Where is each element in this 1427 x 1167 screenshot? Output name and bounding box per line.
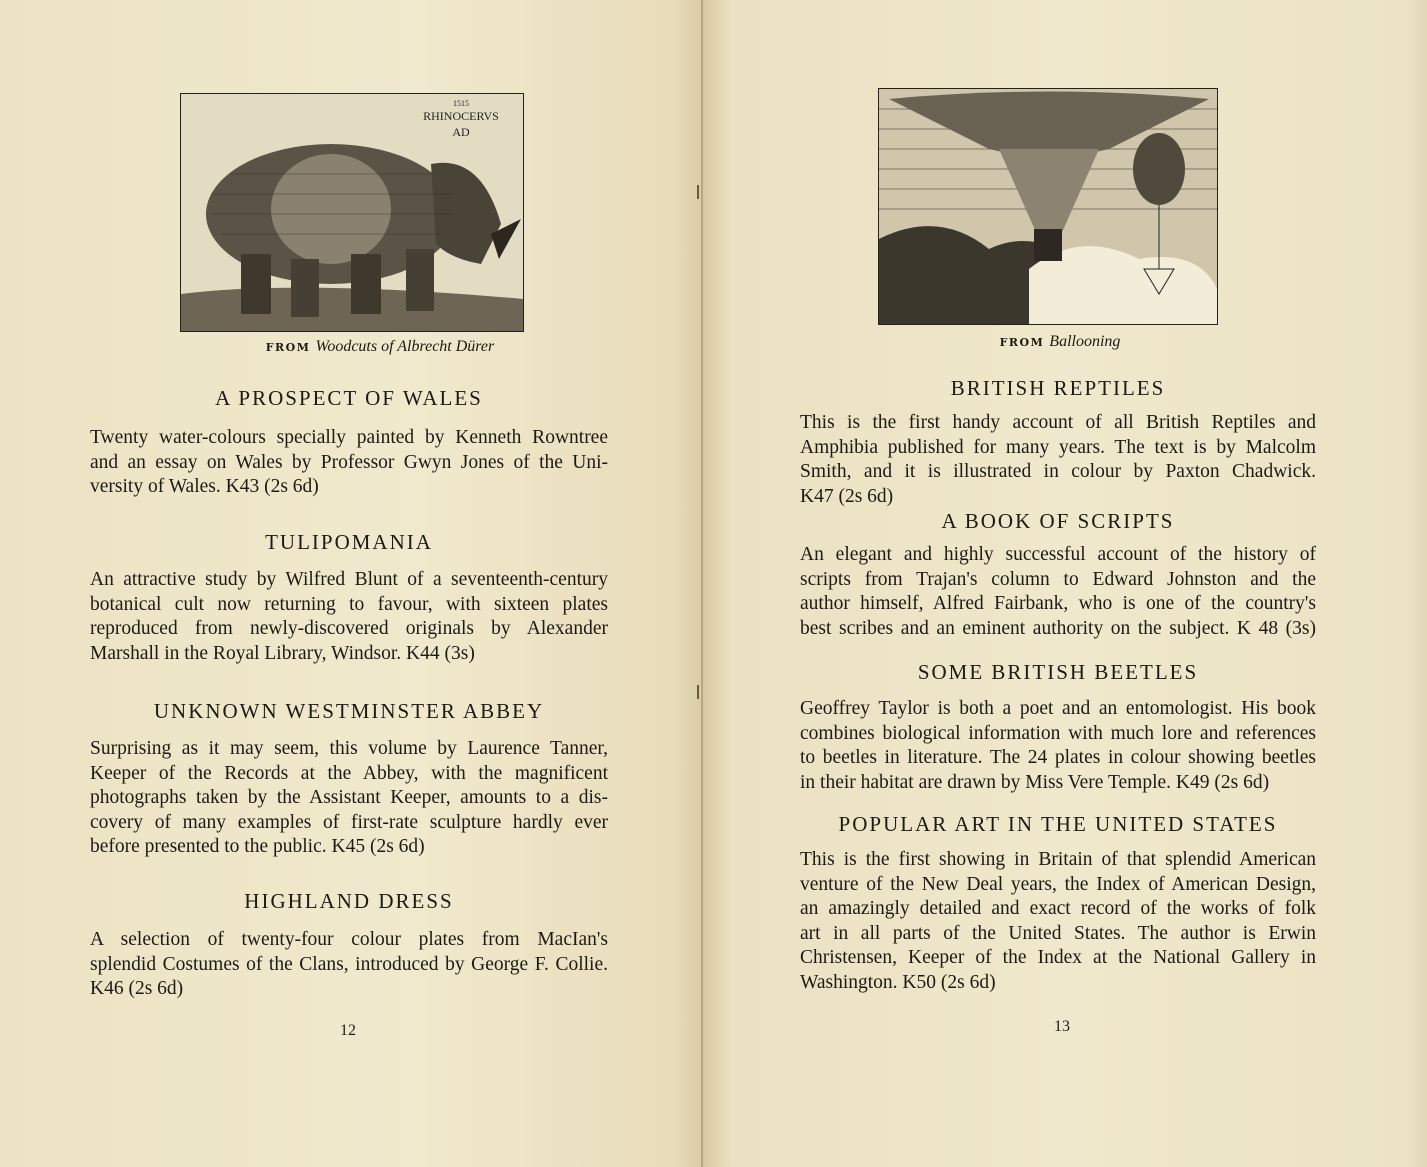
text-line: best scribes and an eminent authority on the subject. K 48 (3s): [800, 617, 1316, 639]
caption-title: Woodcuts of Albrecht Dürer: [315, 338, 495, 355]
text-line: K47 (2s 6d): [800, 485, 894, 507]
text-line: venture of the New Deal years, the Index of American Design,: [800, 873, 1316, 895]
entry-description: [800, 411, 1316, 509]
ballooning-illustration: [878, 88, 1218, 325]
illustration-caption: [860, 333, 1260, 351]
text-line: Geoffrey Taylor is both a poet and an entomologist. His book: [800, 698, 1316, 719]
text-line: before presented to the public. K45 (2s 6d): [90, 836, 425, 858]
text-line: in their habitat are drawn by Miss Vere Temple. K49 (2s 6d): [800, 771, 1270, 793]
text-line: A selection of twenty-four colour plates from MacIan's: [90, 929, 608, 950]
caption-prefix: FROM: [265, 341, 311, 354]
text-line: to beetles in literature. The 24 plates in colour showing beetles: [800, 747, 1316, 769]
text-line: author himself, Alfred Fairbank, who is one of the country's: [800, 593, 1316, 615]
text-line: Keeper of the Records at the Abbey, with the magnificent: [90, 762, 608, 784]
page-number: 13: [1054, 1018, 1070, 1035]
caption-title: Ballooning: [1049, 333, 1121, 350]
text-line: Marshall in the Royal Library, Windsor. K44 (3s): [90, 642, 475, 664]
page-number: 12: [340, 1022, 356, 1039]
text-line: K46 (2s 6d): [90, 978, 184, 1000]
entry-title: A BOOK OF SCRIPTS: [941, 509, 1175, 533]
text-line: Christensen, Keeper of the Index at the National Gallery in: [800, 947, 1316, 969]
entry-title: UNKNOWN WESTMINSTER ABBEY: [153, 699, 545, 723]
balloon-image: [879, 89, 1217, 324]
entry-description: [90, 426, 608, 500]
text-line: Twenty water-colours specially painted by Kenneth Rowntree: [90, 427, 608, 448]
text-line: scripts from Trajan's column to Edward Johnston and the: [800, 568, 1316, 590]
text-line: An elegant and highly successful account of the history of: [800, 544, 1316, 565]
text-line: Smith, and it is illustrated in colour by Paxton Chadwick.: [800, 461, 1316, 483]
entry-description: [800, 697, 1316, 795]
entry-description: [800, 543, 1316, 641]
entry-title: TULIPOMANIA: [265, 530, 433, 554]
text-line: and an essay on Wales by Professor Gwyn Jones of the Uni-: [90, 451, 608, 473]
text-line: Washington. K50 (2s 6d): [800, 971, 996, 993]
text-line: Amphibia published for many years. The text is by Malcolm: [800, 436, 1316, 458]
text-line: photographs taken by the Assistant Keeper, amounts to a dis-: [90, 787, 608, 809]
text-line: Surprising as it may seem, this volume by Laurence Tanner,: [90, 738, 608, 759]
svg-text:RHINOCERVS: RHINOCERVS: [423, 109, 499, 123]
entry-title: SOME BRITISH BEETLES: [917, 660, 1199, 684]
right-page: [703, 0, 1427, 1167]
svg-text:AD: AD: [452, 125, 470, 139]
text-line: covery of many examples of first-rate sculpture hardly ever: [90, 811, 608, 833]
text-line: art in all parts of the United States. The author is Erwin: [800, 922, 1316, 944]
illustration-caption: [180, 338, 580, 356]
rhinoceros-image: [181, 94, 523, 331]
text-line: This is the first showing in Britain of that splendid American: [800, 849, 1316, 870]
rhinoceros-woodcut-illustration: [180, 93, 524, 332]
text-line: botanical cult now returning to favour, with sixteen plates: [90, 593, 608, 615]
svg-text:1515: 1515: [453, 99, 469, 108]
text-line: splendid Costumes of the Clans, introduced by George F. Collie.: [90, 953, 608, 975]
entry-title: POPULAR ART IN THE UNITED STATES: [838, 812, 1278, 836]
entry-description: [90, 568, 608, 666]
entry-description: [800, 848, 1316, 996]
text-line: combines biological information with much lore and references: [800, 722, 1316, 744]
caption-prefix: FROM: [999, 336, 1045, 349]
entry-title: BRITISH REPTILES: [950, 376, 1166, 400]
text-line: reproduced from newly-discovered originals by Alexander: [90, 618, 608, 640]
entry-title: HIGHLAND DRESS: [244, 889, 454, 913]
entry-description: [90, 928, 608, 1002]
entry-description: [90, 737, 608, 860]
left-page: [0, 0, 703, 1167]
text-line: An attractive study by Wilfred Blunt of a seventeenth-century: [90, 569, 608, 590]
text-line: an amazingly detailed and exact record of the works of folk: [800, 898, 1316, 920]
entry-title: A PROSPECT OF WALES: [215, 386, 483, 410]
text-line: This is the first handy account of all British Reptiles and: [800, 412, 1316, 433]
text-line: versity of Wales. K43 (2s 6d): [90, 476, 319, 498]
